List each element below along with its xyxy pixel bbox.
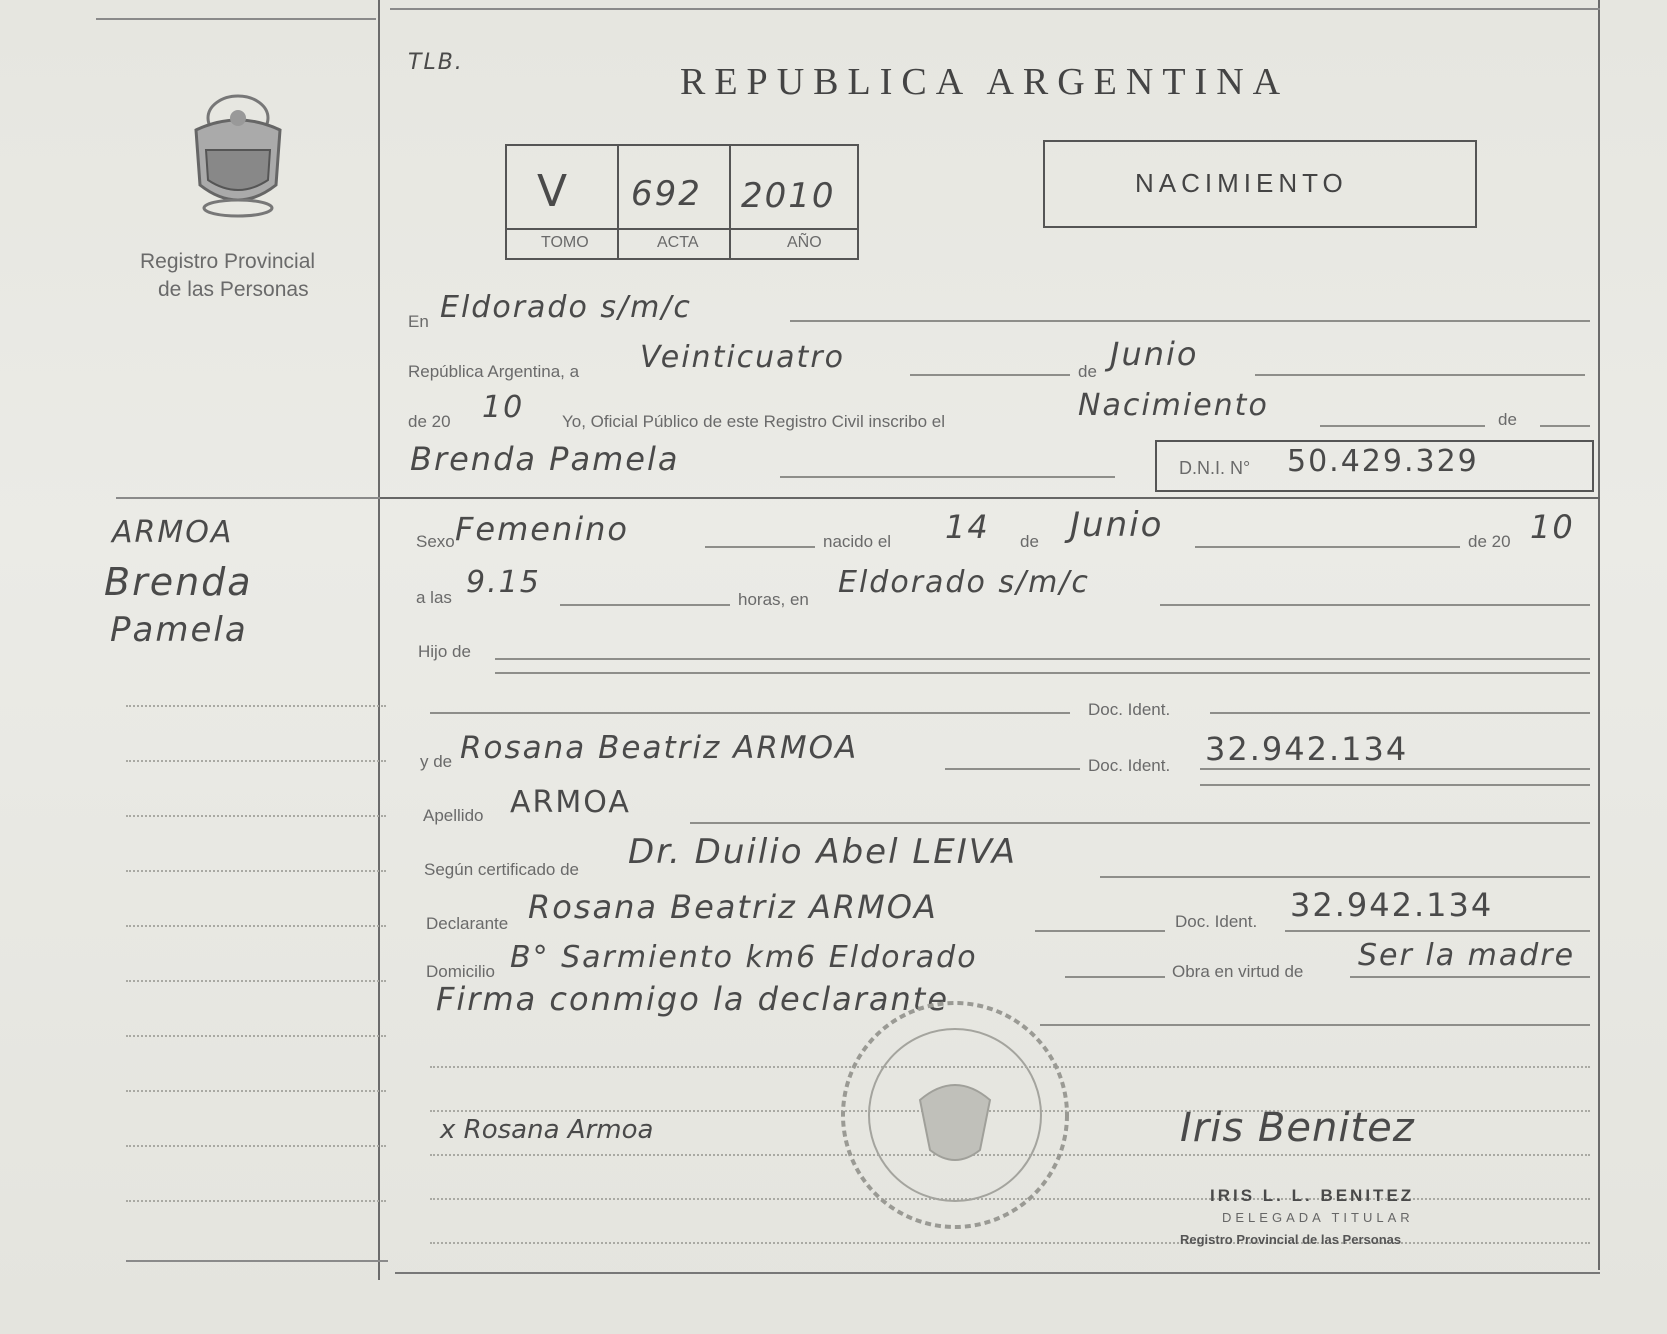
acto-value: Nacimiento (1078, 388, 1269, 423)
coat-of-arms-icon (178, 90, 298, 220)
margin-dotted-line (126, 1200, 386, 1202)
obra-value: Ser la madre (1358, 938, 1576, 973)
dni-box (1155, 440, 1594, 492)
label-en: En (408, 312, 429, 331)
sexo-line (705, 546, 815, 548)
section-divider (380, 497, 1600, 499)
nombre-line (780, 476, 1115, 478)
margin-dotted-line (126, 760, 386, 762)
padre-line (495, 658, 1590, 660)
label-de-nac: de (1020, 532, 1039, 551)
label-nacido: nacido el (823, 532, 892, 551)
margin-note-first-name: Brenda (104, 560, 253, 604)
anio-label: AÑO (787, 234, 822, 251)
official-name: IRIS L. L. BENITEZ (1210, 1186, 1415, 1205)
label-a-las: a las (416, 588, 452, 607)
label-domicilio: Domicilio (426, 962, 495, 981)
madre-line-2 (1200, 784, 1590, 786)
certificado-value: Dr. Duilio Abel LEIVA (628, 832, 1018, 872)
bottom-rule (395, 1272, 1600, 1274)
firma-line-text: Firma conmigo la declarante (436, 980, 950, 1018)
mes-nac-line (1195, 546, 1460, 548)
margin-dotted-line (126, 1145, 386, 1147)
label-de-anio: de 20 (1468, 532, 1511, 551)
registry-line1: Registro Provincial (140, 250, 316, 273)
right-border (1598, 0, 1600, 1270)
top-rule (390, 8, 1600, 10)
country-title: REPUBLICA ARGENTINA (680, 61, 1290, 103)
dia-letras-line (910, 374, 1070, 376)
registry-line2: de las Personas (158, 278, 309, 301)
madre-line (945, 768, 1080, 770)
label-doc-padre: Doc. Ident. (1088, 700, 1171, 719)
padre-doc-line (1210, 712, 1590, 714)
label-obra: Obra en virtud de (1172, 962, 1304, 981)
official-signature: Iris Benitez (1180, 1105, 1415, 1151)
mes-line (1255, 374, 1585, 376)
acta-label: ACTA (657, 234, 699, 251)
lugar-value: Eldorado s/m/c (440, 290, 692, 325)
margin-bottom-rule (126, 1260, 388, 1262)
hora-value: 9.15 (466, 565, 541, 600)
dni-label: D.N.I. N° (1179, 458, 1251, 478)
tomo-label: TOMO (541, 234, 589, 251)
margin-dotted-line (126, 925, 386, 927)
domicilio-line (1065, 976, 1165, 978)
de-line (1540, 425, 1590, 427)
mes-value: Junio (1110, 335, 1199, 373)
apellido-value: ARMOA (510, 785, 631, 820)
lugar-line (790, 320, 1590, 322)
declarante-doc-line (1285, 930, 1590, 932)
label-republica: República Argentina, a (408, 362, 580, 381)
obra-line (1350, 976, 1590, 978)
label-doc-madre: Doc. Ident. (1088, 756, 1171, 775)
label-apellido: Apellido (423, 806, 484, 825)
margin-note-second-name: Pamela (110, 610, 248, 650)
margin-divider (378, 0, 380, 1280)
round-stamp-icon (830, 990, 1080, 1240)
declarant-signature: x Rosana Armoa (440, 1115, 654, 1145)
record-type-box (1043, 140, 1477, 228)
book-labels-rule (507, 228, 857, 230)
apellido-line (690, 822, 1590, 824)
label-segun: Según certificado de (424, 860, 579, 879)
declarante-doc-value: 32.942.134 (1290, 886, 1494, 924)
label-declarante: Declarante (426, 914, 509, 933)
tomo-value: V (537, 166, 570, 217)
label-sexo: Sexo (416, 532, 455, 551)
margin-note-rule (116, 497, 388, 499)
margin-dotted-line (126, 1035, 386, 1037)
firma-line-rule (1040, 1024, 1590, 1026)
record-type: NACIMIENTO (1135, 168, 1348, 198)
sexo-value: Femenino (455, 510, 629, 548)
label-hijo-de: Hijo de (418, 642, 471, 661)
dia-letras-value: Veinticuatro (640, 340, 846, 375)
official-office: Registro Provincial de las Personas (1180, 1232, 1402, 1247)
label-doc-declarante: Doc. Ident. (1175, 912, 1258, 931)
acta-value: 692 (631, 174, 702, 214)
dia-nac-value: 14 (945, 508, 990, 546)
margin-note-surname: ARMOA (112, 515, 234, 550)
lugar-nac-value: Eldorado s/m/c (838, 565, 1090, 600)
dni-value: 50.429.329 (1287, 444, 1479, 479)
declarante-line (1035, 930, 1165, 932)
label-de-2: de (1498, 410, 1517, 429)
blank-dotted-line (430, 1242, 1590, 1244)
madre-value: Rosana Beatriz ARMOA (460, 730, 859, 766)
label-de: de (1078, 362, 1097, 381)
anio-suffix-value: 10 (482, 390, 525, 425)
margin-dotted-line (126, 980, 386, 982)
padre-line-2 (495, 672, 1590, 674)
margin-dotted-line (126, 815, 386, 817)
label-y-de: y de (420, 752, 453, 771)
madre-doc-line (1200, 768, 1590, 770)
book-reference-box (505, 144, 859, 260)
label-horas-en: horas, en (738, 590, 809, 609)
anio-value: 2010 (741, 176, 836, 216)
acto-line (1320, 425, 1485, 427)
top-note: TLB. (408, 50, 464, 75)
official-title: DELEGADA TITULAR (1222, 1210, 1414, 1225)
hora-line (560, 604, 730, 606)
mes-nac-value: Junio (1070, 505, 1164, 545)
nombre-value: Brenda Pamela (410, 440, 680, 478)
anio-nac-value: 10 (1530, 508, 1575, 546)
margin-dotted-line (126, 1090, 386, 1092)
lugar-nac-line (1160, 604, 1590, 606)
declarante-value: Rosana Beatriz ARMOA (528, 888, 938, 926)
madre-doc-value: 32.942.134 (1205, 730, 1409, 768)
padre-line-3 (430, 712, 1070, 714)
margin-top-rule (96, 18, 376, 20)
label-de20: de 20 (408, 412, 451, 431)
certificado-line (1100, 876, 1590, 878)
domicilio-value: B° Sarmiento km6 Eldorado (510, 940, 978, 975)
label-oficial: Yo, Oficial Público de este Registro Civil inscribo el (562, 412, 945, 431)
margin-dotted-line (126, 705, 386, 707)
margin-dotted-line (126, 870, 386, 872)
